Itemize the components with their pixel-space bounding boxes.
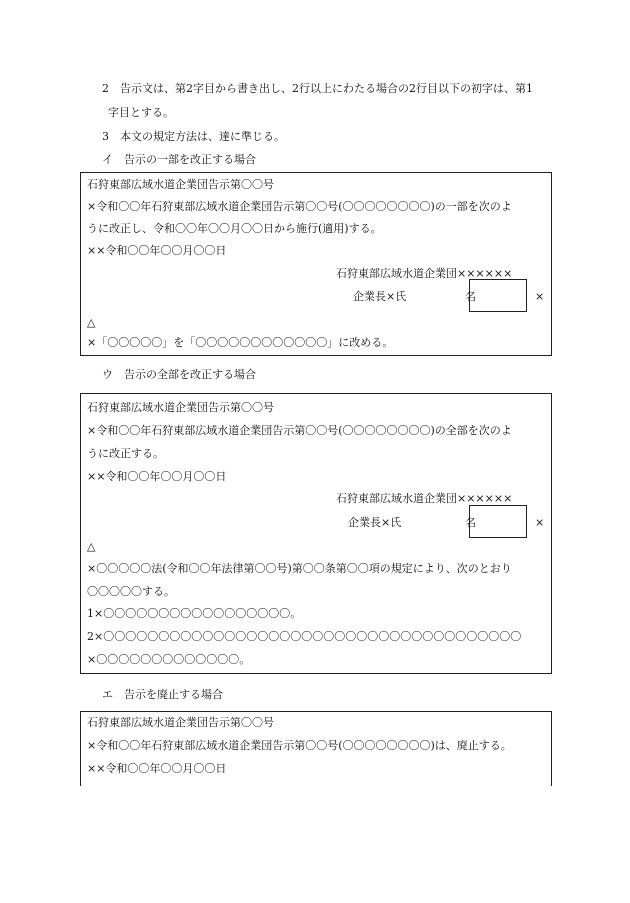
section-b-item1: 1×〇〇〇〇〇〇〇〇〇〇〇〇〇〇〇〇〇。 xyxy=(87,607,302,620)
intro-item3: 3 本文の規定方法は、達に準じる。 xyxy=(102,130,285,143)
section-b-name-char: 名 xyxy=(465,516,476,529)
section-c-heading: エ 告示を廃止する場合 xyxy=(102,688,223,701)
section-a-title: 石狩東部広域水道企業団告示第〇〇号 xyxy=(87,178,274,191)
section-a-trail-mark: × xyxy=(535,290,545,303)
section-b-body-line1: ×令和〇〇年石狩東部広域水道企業団告示第〇〇号(〇〇〇〇〇〇〇〇)の全部を次のよ xyxy=(87,424,512,437)
section-a-name-char: 名 xyxy=(465,290,476,303)
section-b-item2-line1: 2×〇〇〇〇〇〇〇〇〇〇〇〇〇〇〇〇〇〇〇〇〇〇〇〇〇〇〇〇〇〇〇〇〇〇〇〇〇〇 xyxy=(87,630,522,643)
section-b-title: 石狩東部広域水道企業団告示第〇〇号 xyxy=(87,401,274,414)
section-b-seal-box xyxy=(469,505,527,538)
section-b-org: 石狩東部広域水道企業団×××××× xyxy=(336,492,513,505)
section-b-heading: ウ 告示の全部を改正する場合 xyxy=(102,368,256,381)
section-a-org: 石狩東部広域水道企業団×××××× xyxy=(336,267,513,280)
section-c-date: ××令和〇〇年〇〇月〇〇日 xyxy=(87,762,227,775)
intro-item2-line2: 字目とする。 xyxy=(108,106,174,119)
section-b-law-line1: ×〇〇〇〇〇法(令和〇〇年法律第〇〇号)第〇〇条第〇〇項の規定により、次のとおり xyxy=(87,562,512,575)
section-c-body-line1: ×令和〇〇年石狩東部広域水道企業団告示第〇〇号(〇〇〇〇〇〇〇〇)は、廃止する。 xyxy=(87,739,512,752)
section-a-signer: 企業長×氏 xyxy=(353,290,407,303)
section-a-delta: △ xyxy=(87,316,96,329)
section-a-heading: イ 告示の一部を改正する場合 xyxy=(102,153,256,166)
intro-item2-line1: 2 告示文は、第2字目から書き出し、2行以上にわたる場合の2行目以下の初字は、第1 xyxy=(102,82,533,95)
section-b-trail-mark: × xyxy=(535,516,545,529)
section-a-seal-box xyxy=(469,279,527,312)
section-a-date: ××令和〇〇年〇〇月〇〇日 xyxy=(87,244,227,257)
section-a-body-line1: ×令和〇〇年石狩東部広域水道企業団告示第〇〇号(〇〇〇〇〇〇〇〇)の一部を次のよ xyxy=(87,200,512,213)
section-b-law-line2: 〇〇〇〇〇する。 xyxy=(87,585,175,598)
section-a-amend: ×「〇〇〇〇〇」を「〇〇〇〇〇〇〇〇〇〇〇〇」に改める。 xyxy=(87,336,394,349)
section-c-title: 石狩東部広域水道企業団告示第〇〇号 xyxy=(87,716,274,729)
section-b-item2-line2: ×〇〇〇〇〇〇〇〇〇〇〇〇〇。 xyxy=(87,653,251,666)
section-b-body-line2: うに改正する。 xyxy=(87,447,164,460)
section-b-delta: △ xyxy=(87,540,96,553)
section-a-body-line2: うに改正し、令和〇〇年〇〇月〇〇日から施行(適用)する。 xyxy=(87,222,382,235)
section-b-signer: 企業長×氏 xyxy=(348,516,402,529)
section-b-date: ××令和〇〇年〇〇月〇〇日 xyxy=(87,470,227,483)
